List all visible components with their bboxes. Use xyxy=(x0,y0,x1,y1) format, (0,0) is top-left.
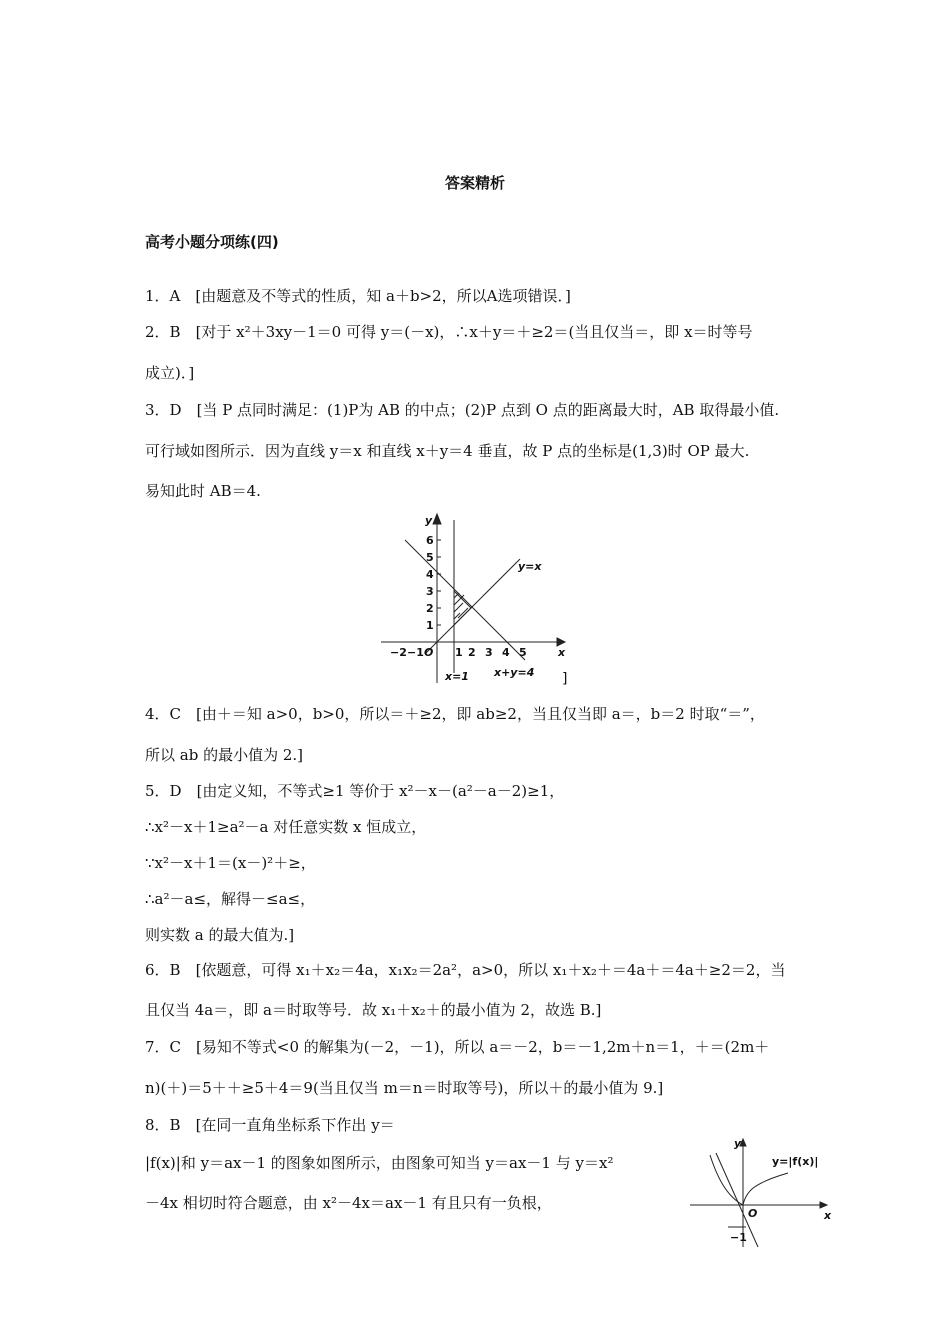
answer-line: ∴x²－x＋1≥a²－a 对任意实数 x 恒成立， xyxy=(145,818,427,836)
origin-label: O xyxy=(424,646,434,659)
line-label-y-equals-x: y=x xyxy=(518,560,542,573)
answer-line: ∴a²－a≤，解得－≤a≤， xyxy=(145,890,316,908)
answer-line: 3．D [当 P 点同时满足：(1)P为 AB 的中点；(2)P 点到 O 点的距离最大时，AB 取得最小值. xyxy=(145,401,780,419)
answer-line: n)(＋)＝5＋＋≥5＋4＝9(当且仅当 m＝n＝时取等号)，所以＋的最小值为 9.] xyxy=(145,1079,664,1097)
feasible-region-figure xyxy=(375,508,575,690)
y-tick-label: −1 xyxy=(730,1231,747,1244)
y-tick-label: 1 xyxy=(426,619,434,632)
x-tick-label: 1 xyxy=(455,646,463,659)
line-label-x-equals-1: x=1 xyxy=(445,670,469,683)
y-tick-label: 5 xyxy=(426,551,434,564)
y-axis-arrow-icon xyxy=(433,514,441,524)
answer-line: ∵x²－x＋1＝(x－)²＋≥， xyxy=(145,854,316,872)
origin-label: O xyxy=(748,1207,758,1220)
answer-line: 且仅当 4a＝，即 a＝时取等号．故 x₁＋x₂＋的最小值为 2，故选 B.] xyxy=(145,1001,602,1019)
line-y-equals-x xyxy=(425,559,520,654)
x-axis-label: x xyxy=(824,1209,832,1222)
y-tick-label: 6 xyxy=(426,534,434,547)
line-label-x-plus-y-equals-4: x+y=4 xyxy=(494,666,535,679)
x-tick-label: −1 xyxy=(407,646,424,659)
answer-line: －4x 相切时符合题意，由 x²－4x＝ax－1 有且只有一负根， xyxy=(145,1194,552,1212)
x-tick-label: 3 xyxy=(485,646,493,659)
answer-line: 所以 ab 的最小值为 2.] xyxy=(145,746,304,764)
answer-line: 6．B [依题意，可得 x₁＋x₂＝4a，x₁x₂＝2a²，a>0，所以 x₁＋x₂＋＝4a＋＝4a＋≥2＝2，当 xyxy=(145,961,786,979)
curve-label: y=|f(x)| xyxy=(772,1155,819,1168)
section-heading: 高考小题分项练(四) xyxy=(145,233,279,251)
answer-line: 易知此时 AB＝4. xyxy=(145,482,261,500)
x-tick-label: −2 xyxy=(390,646,407,659)
y-tick-label: 3 xyxy=(426,585,434,598)
x-tick-label: 5 xyxy=(519,646,527,659)
curve-left-branch xyxy=(710,1155,743,1205)
answer-line: 8．B [在同一直角坐标系下作出 y＝ xyxy=(145,1116,395,1134)
x-axis-arrow-icon xyxy=(557,638,565,646)
answer-line: 4．C [由＋＝知 a>0，b>0，所以＝＋≥2，即 ab≥2，当且仅当即 a＝，b＝2 时取“＝”， xyxy=(145,705,765,723)
x-tick-label: 2 xyxy=(468,646,476,659)
answer-line: 可行域如图所示．因为直线 y＝x 和直线 x＋y＝4 垂直，故 P 点的坐标是(1,3)时 OP 最大. xyxy=(145,442,750,460)
y-tick-label: 4 xyxy=(426,568,434,581)
closing-bracket: ] xyxy=(562,671,568,687)
y-tick-label: 2 xyxy=(426,602,434,615)
answer-line: 则实数 a 的最大值为.] xyxy=(145,926,295,944)
answer-line: 1．A [由题意及不等式的性质，知 a＋b>2，所以A选项错误．] xyxy=(145,287,571,305)
x-tick-label: 4 xyxy=(502,646,510,659)
answer-line: 7．C [易知不等式<0 的解集为(－2，－1)，所以 a＝－2，b＝－1,2m＋n＝1，＋＝(2m＋ xyxy=(145,1038,770,1056)
answer-line: |f(x)|和 y＝ax－1 的图象如图所示，由图象可知当 y＝ax－1 与 y＝x² xyxy=(145,1154,614,1172)
abs-function-figure xyxy=(688,1135,836,1250)
answer-line: 成立)．] xyxy=(145,364,195,382)
curve-right-branch xyxy=(743,1173,788,1205)
page-title: 答案精析 xyxy=(444,174,505,192)
y-axis-label: y xyxy=(734,1137,742,1150)
answer-line: 2．B [对于 x²＋3xy－1＝0 可得 y＝(－x)，∴x＋y＝＋≥2＝(当且仅当＝，即 x＝时等号 xyxy=(145,323,753,341)
y-axis-label: y xyxy=(425,514,433,527)
answer-line: 5．D [由定义知，不等式≥1 等价于 x²－x－(a²－a－2)≥1， xyxy=(145,782,565,800)
x-axis-label: x xyxy=(558,646,566,659)
x-axis-arrow-icon xyxy=(820,1202,827,1208)
